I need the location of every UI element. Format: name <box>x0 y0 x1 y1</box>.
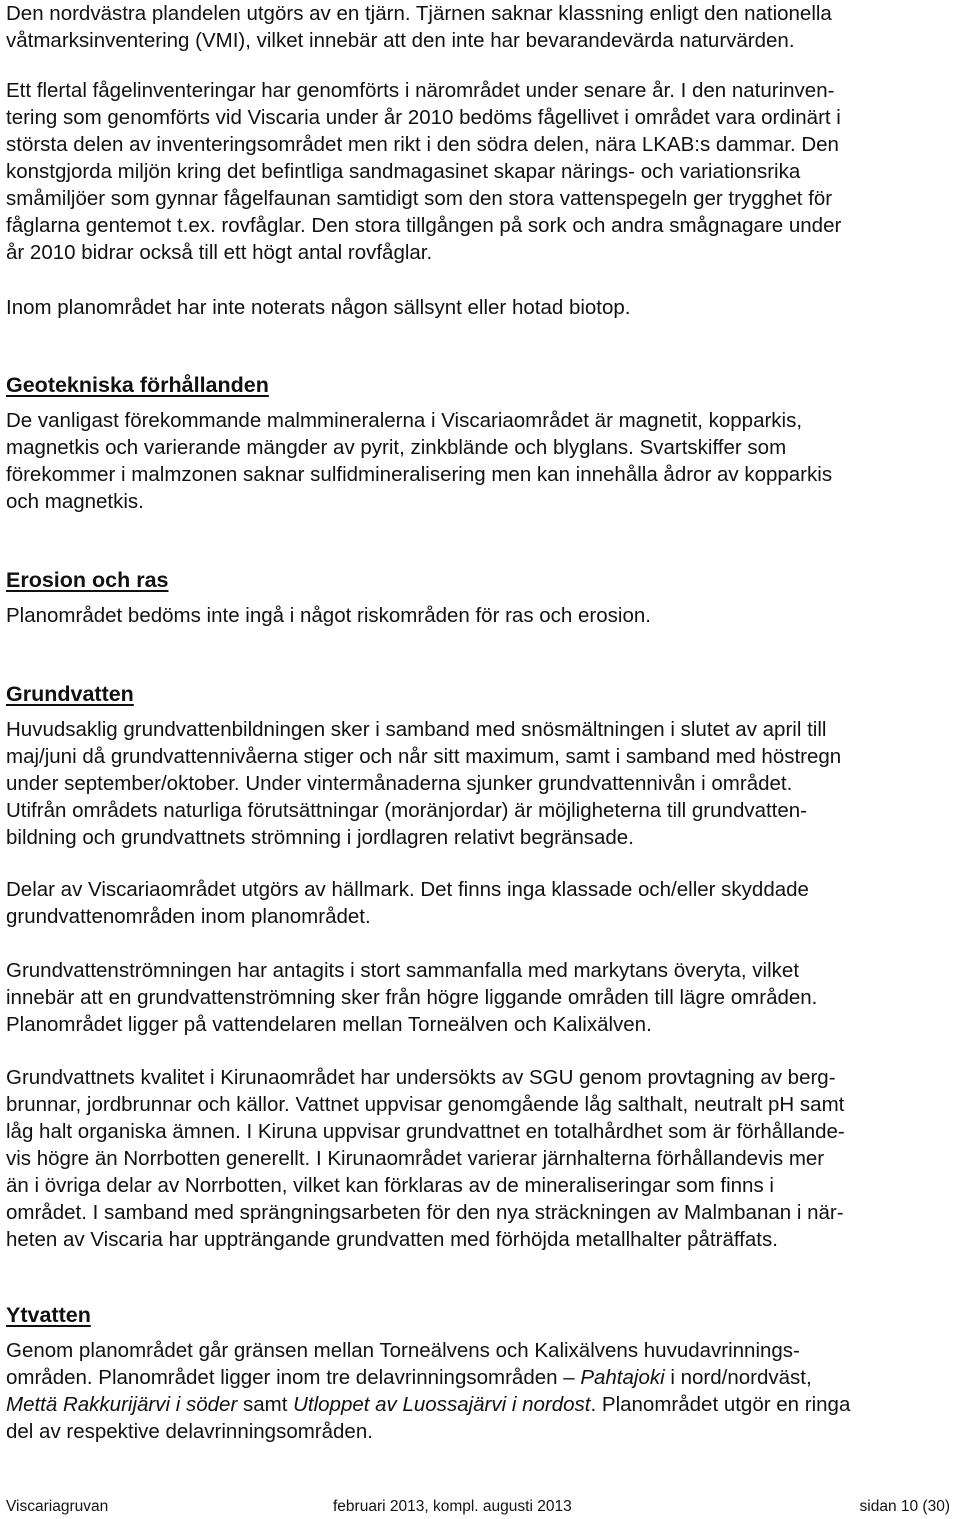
text-line: Genom planområdet går gränsen mellan Torneälvens och Kalixälvens huvudavrinnings- <box>6 1339 800 1362</box>
text-line: vis högre än Norrbotten generellt. I Kirunaområdet varierar järnhalterna förhållandevis mer <box>6 1147 825 1170</box>
section-heading: Ytvatten <box>6 1303 91 1327</box>
text-line: Grundvattnets kvalitet i Kirunaområdet har undersökts av SGU genom provtagning av berg- <box>6 1066 836 1089</box>
text-line: Den nordvästra plandelen utgörs av en tjärn. Tjärnen saknar klassning enligt den nationella <box>6 2 832 25</box>
text-line: förekommer i malmzonen saknar sulfidmineralisering men kan innehålla ådror av kopparkis <box>6 463 833 486</box>
text-line: Utifrån områdets naturliga förutsättningar (moränjordar) är möjligheterna till grundvatten- <box>6 799 808 822</box>
text-line: småmiljöer som gynnar fågelfaunan samtidigt som den stora vattenspegeln ger trygghet för <box>6 187 833 210</box>
text-line: grundvattenområden inom planområdet. <box>6 905 371 928</box>
footer-date: februari 2013, kompl. augusti 2013 <box>333 1498 572 1515</box>
text-line: heten av Viscaria har uppträngande grundvatten med förhöjda metallhalter påträffats. <box>6 1228 778 1251</box>
text-line <box>6 1364 850 1391</box>
text-line <box>6 1391 850 1418</box>
text-span: samt <box>237 1393 294 1416</box>
text-line: Inom planområdet har inte noterats någon sällsynt eller hotad biotop. <box>6 296 631 319</box>
section-heading: Erosion och ras <box>6 568 169 592</box>
text-line: största delen av inventeringsområdet men rikt i den södra delen, nära LKAB:s dammar. Den <box>6 133 839 156</box>
section-erosion <box>6 567 651 629</box>
paragraph-bedrock <box>6 876 809 930</box>
text-line: innebär att en grundvattenströmning sker från högre liggande områden till lägre områden. <box>6 986 818 1009</box>
paragraph-groundwater-flow <box>6 957 817 1038</box>
text-line: Delar av Viscariaområdet utgörs av hällmark. Det finns inga klassade och/eller skyddade <box>6 878 809 901</box>
text-span: områden. Planområdet ligger inom tre delavrinningsområden – <box>6 1366 581 1389</box>
text-line: området. I samband med sprängningsarbeten för den nya sträckningen av Malmbanan i när- <box>6 1201 844 1224</box>
text-span: . Planområdet utgör en ringa <box>590 1393 851 1416</box>
text-line: magnetkis och varierande mängder av pyrit, zinkblände och blyglans. Svartskiffer som <box>6 436 787 459</box>
text-line: fåglarna gentemot t.ex. rovfåglar. Den stora tillgången på sork och andra smågnagare under <box>6 214 842 237</box>
section-heading: Grundvatten <box>6 682 134 706</box>
italic-place-name: Pahtajoki <box>580 1366 665 1389</box>
text-line: konstgjorda miljön kring det befintliga sandmagasinet skapar närings- och variationsrika <box>6 160 801 183</box>
paragraph-surface-water <box>6 1337 850 1445</box>
paragraph-birds <box>6 77 841 266</box>
section-heading: Geotekniska förhållanden <box>6 373 269 397</box>
text-line: år 2010 bidrar också till ett högt antal rovfåglar. <box>6 241 433 264</box>
text-span: i nord/nordväst, <box>664 1366 812 1389</box>
section-groundwater <box>6 681 134 708</box>
text-line: våtmarksinventering (VMI), vilket innebär att den inte har bevarandevärda naturvärden. <box>6 29 795 52</box>
italic-place-name: Mettä Rakkurijärvi i söder <box>6 1393 238 1416</box>
text-line: del av respektive delavrinningsområden. <box>6 1420 373 1443</box>
text-line: Huvudsaklig grundvattenbildningen sker i samband med snösmältningen i slutet av april till <box>6 718 827 741</box>
text-line: bildning och grundvattnets strömning i jordlagren relativt begränsade. <box>6 826 634 849</box>
footer-document-title: Viscariagruvan <box>6 1498 109 1515</box>
footer-page-number: sidan 10 (30) <box>859 1498 950 1515</box>
text-line: De vanligast förekommande malmmineralerna i Viscariaområdet är magnetit, kopparkis, <box>6 409 803 432</box>
text-line: Planområdet ligger på vattendelaren mellan Torneälven och Kalixälven. <box>6 1013 652 1036</box>
italic-place-name: Utloppet av Luossajärvi i nordost <box>293 1393 591 1416</box>
text-line: under september/oktober. Under vintermånaderna sjunker grundvattennivån i området. <box>6 772 793 795</box>
text-line: Planområdet bedöms inte ingå i något riskområden för ras och erosion. <box>6 604 651 627</box>
text-line: än i övriga delar av Norrbotten, vilket kan förklaras av de mineraliseringar som finns i <box>6 1174 774 1197</box>
text-line: Ett flertal fågelinventeringar har genomförts i närområdet under senare år. I den naturinven- <box>6 79 835 102</box>
section-surface-water <box>6 1302 91 1329</box>
text-line: låg halt organiska ämnen. I Kiruna uppvisar grundvattnet en totalhårdhet som är förhållande- <box>6 1120 845 1143</box>
text-line: brunnar, jordbrunnar och källor. Vattnet uppvisar genomgående låg salthalt, neutralt pH samt <box>6 1093 845 1116</box>
text-line: tering som genomförts vid Viscaria under år 2010 bedöms fågellivet i området vara ordinärt i <box>6 106 841 129</box>
text-line: Grundvattenströmningen har antagits i stort sammanfalla med markytans överyta, vilket <box>6 959 800 982</box>
paragraph-groundwater-formation <box>6 716 841 851</box>
text-line: maj/juni då grundvattennivåerna stiger och når sitt maximum, samt i samband med höstregn <box>6 745 842 768</box>
paragraph-groundwater-quality <box>6 1064 845 1253</box>
text-line: och magnetkis. <box>6 490 144 513</box>
paragraph-biotope <box>6 294 631 321</box>
paragraph-vmi <box>6 0 832 54</box>
section-geotechnical <box>6 372 832 515</box>
